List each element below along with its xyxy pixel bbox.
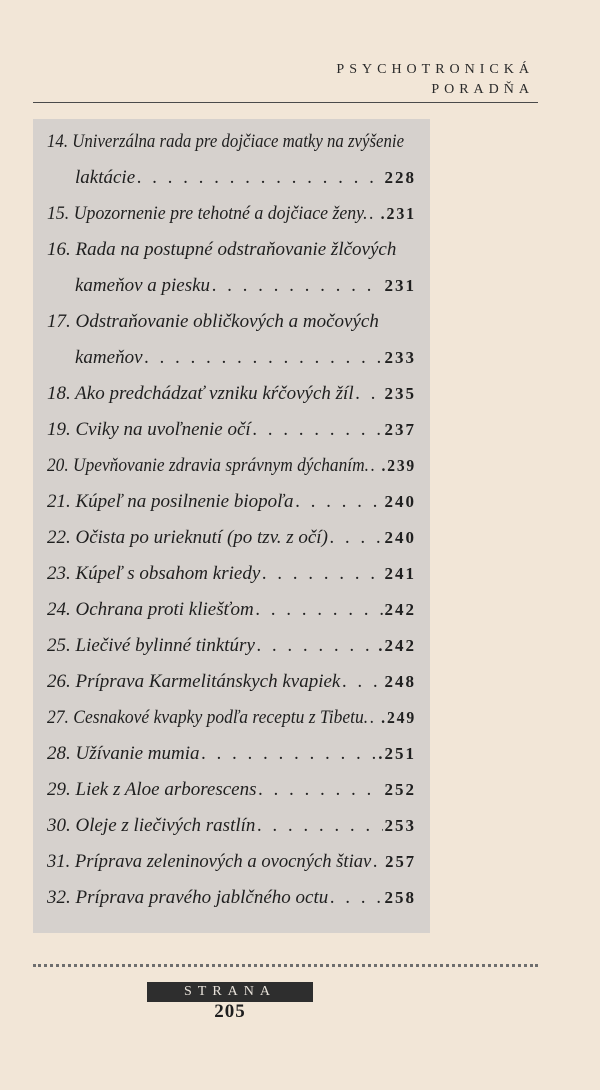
toc-entry-title: 20. Upevňovanie zdravia správnym dýchaním. — [47, 455, 369, 476]
toc-entry — [47, 779, 416, 815]
toc-entry-title: 21. Kúpeľ na posilnenie biopoľa — [47, 491, 294, 512]
toc-entry — [47, 563, 416, 599]
toc-entry-title: 30. Oleje z liečivých rastlín — [47, 815, 256, 836]
toc-entry — [47, 707, 416, 743]
dot-leader — [330, 887, 382, 909]
header-line-1: PSYCHOTRONICKÁ — [336, 62, 534, 77]
toc-entry — [47, 383, 416, 419]
page-label-box: STRANA — [147, 982, 313, 1002]
dot-leader — [330, 527, 383, 549]
toc-page-number: .251 — [378, 744, 416, 763]
dot-leader — [342, 671, 382, 693]
toc-entry-title: 32. Príprava pravého jablčného octu — [47, 887, 329, 908]
toc-entry-title: 15. Upozornenie pre tehotné a dojčiace ženy. — [47, 203, 368, 224]
running-header — [336, 60, 534, 100]
toc-entry-first-line — [47, 131, 416, 167]
toc-page-number: 241 — [384, 564, 416, 583]
toc-page-number: 235 — [384, 384, 416, 403]
toc-entry-title: 31. Príprava zeleninových a ovocných štiav — [47, 851, 372, 872]
toc-page-number: 252 — [384, 780, 416, 799]
toc-entry — [47, 887, 416, 923]
toc-entry — [75, 167, 416, 203]
toc-entry-title: 26. Príprava Karmelitánskych kvapiek — [47, 671, 341, 692]
toc-page-number: 258 — [384, 888, 416, 907]
toc-entry-title: 19. Cviky na uvoľnenie očí — [47, 419, 251, 440]
dot-leader — [371, 455, 380, 477]
toc-entry-first-line — [47, 239, 416, 275]
table-of-contents — [33, 119, 430, 933]
toc-page-number: 240 — [384, 492, 416, 511]
toc-entry-title: 18. Ako predchádzať vzniku kŕčových žíl — [47, 383, 354, 404]
toc-page-number: 242 — [384, 600, 416, 619]
dot-leader — [212, 275, 382, 297]
dot-leader — [369, 203, 378, 225]
dot-leader — [259, 779, 383, 801]
toc-entry — [47, 455, 416, 491]
toc-page-number: .249 — [381, 708, 416, 727]
toc-entry — [47, 203, 416, 239]
header-line-2: PORADŇA — [431, 82, 534, 97]
toc-page-number: .231 — [380, 204, 416, 223]
dot-leader — [373, 851, 383, 873]
toc-entry — [75, 275, 416, 311]
toc-page-number: 248 — [384, 672, 416, 691]
toc-entry — [75, 347, 416, 383]
dot-leader — [356, 383, 383, 405]
toc-page-number: .239 — [381, 456, 416, 475]
toc-page-number: 253 — [384, 816, 416, 835]
toc-entry-title: 17. Odstraňovanie obličkových a močových — [47, 311, 379, 332]
toc-entry — [47, 491, 416, 527]
toc-entry-title: 23. Kúpeľ s obsahom kriedy — [47, 563, 261, 584]
toc-entry — [47, 527, 416, 563]
toc-entry — [47, 419, 416, 455]
toc-page-number: 237 — [384, 420, 416, 439]
toc-entry-title: kameňov — [75, 347, 143, 368]
toc-page-number: 228 — [384, 168, 416, 187]
toc-entry-title: 28. Užívanie mumia — [47, 743, 200, 764]
toc-entry-title: laktácie — [75, 167, 136, 188]
toc-entry — [47, 815, 416, 851]
header-divider — [33, 102, 538, 103]
toc-entry-title: 14. Univerzálna rada pre dojčiace matky na zvýšenie — [47, 131, 405, 152]
toc-entry-title: 24. Ochrana proti kliešťom — [47, 599, 254, 620]
toc-entry-title: 16. Rada na postupné odstraňovanie žlčových — [47, 239, 397, 260]
dot-leader — [137, 167, 382, 189]
toc-page-number: 240 — [384, 528, 416, 547]
dot-leader — [257, 815, 382, 837]
dot-leader — [296, 491, 383, 513]
dot-leader — [262, 563, 382, 585]
dot-leader — [202, 743, 377, 765]
toc-entry-title: 22. Očista po urieknutí (po tzv. z očí) — [47, 527, 328, 548]
toc-entry-title: 25. Liečivé bylinné tinktúry — [47, 635, 255, 656]
dot-leader — [145, 347, 383, 369]
dot-leader — [257, 635, 376, 657]
toc-entry — [47, 671, 416, 707]
dot-leader — [370, 707, 379, 729]
dot-leader — [256, 599, 383, 621]
toc-entry — [47, 599, 416, 635]
toc-page-number: 233 — [384, 348, 416, 367]
toc-entry — [47, 635, 416, 671]
toc-entry — [47, 743, 416, 779]
toc-entry-title: 27. Cesnakové kvapky podľa receptu z Tibetu. — [47, 707, 369, 728]
toc-entry-title: 29. Liek z Aloe arborescens — [47, 779, 257, 800]
dotted-divider — [33, 964, 538, 967]
toc-page-number: .242 — [378, 636, 416, 655]
dot-leader — [253, 419, 383, 441]
toc-entry-title: kameňov a piesku — [75, 275, 211, 296]
page-number: 205 — [214, 1001, 246, 1022]
toc-page-number: 231 — [384, 276, 416, 295]
toc-entry-first-line — [47, 311, 416, 347]
toc-page-number: 257 — [385, 852, 416, 871]
toc-entry — [47, 851, 416, 887]
